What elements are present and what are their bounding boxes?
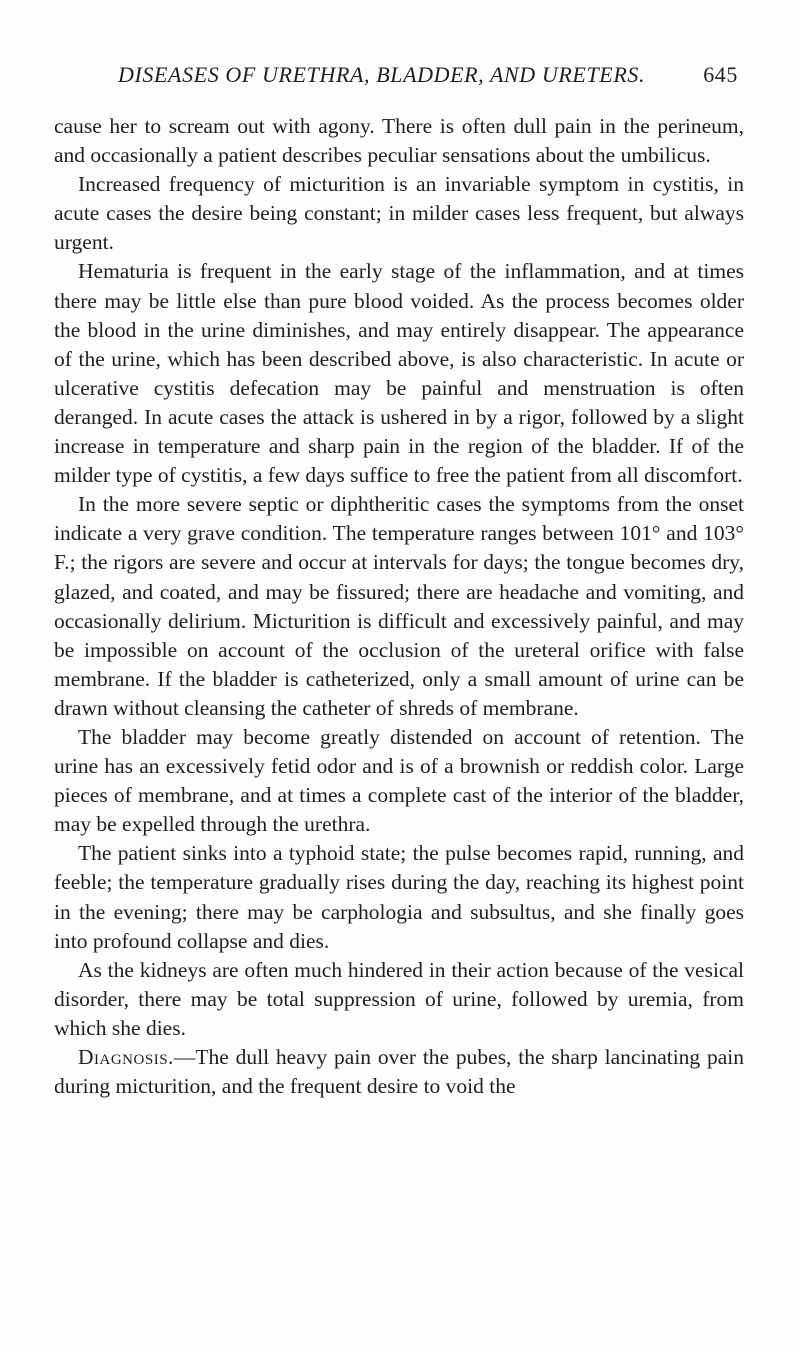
running-header [118, 62, 738, 94]
paragraph-kidneys: As the kidneys are often much hindered in their action because of the vesical disorder, there may be total suppression of urine, followed by uremia, from which she dies. [54, 957, 744, 1040]
body-text [54, 112, 744, 1101]
paragraph-diagnosis [54, 1043, 744, 1101]
paragraph-hematuria: Hematuria is frequent in the early stage of the inflammation, and at times there may be little else than pure blood voided. As the process becomes older the blood in the urine diminishes, and may entirely disappear. The appearance of the urine, which has been described above, is also characteristic. In acute or ulcerative cystitis defecation may be painful and menstruation is often deranged. In acute cases the attack is ushered in by a rigor, followed by a slight increase in temperature and sharp pain in the region of the bladder. If of the milder type of cystitis, a few days suffice to free the patient from all discomfort. [54, 259, 744, 488]
paragraph-typhoid-state: The patient sinks into a typhoid state; the pulse becomes rapid, running, and feeble; the temperature gradually rises during the day, reaching its highest point in the evening; there may be carphologia and subsultus, and she finally goes into profound collapse and dies. [54, 841, 744, 953]
page-number: 645 [703, 62, 738, 87]
diagnosis-heading: Diagnosis. [78, 1045, 174, 1069]
diagnosis-text: —The dull heavy pain over the pubes, the sharp lancinating pain during micturition, and the frequent desire to void the [54, 1045, 744, 1099]
running-title: DISEASES OF URETHRA, BLADDER, AND URETERS. [118, 62, 646, 87]
paragraph-retention: The bladder may become greatly distended on account of retention. The urine has an excessively fetid odor and is of a brownish or reddish color. Large pieces of membrane, and at times a complete cast of the interior of the bladder, may be expelled through the urethra. [54, 724, 744, 837]
paragraph-septic-cases: In the more severe septic or diphtheritic cases the symptoms from the onset indicate a very grave condition. The temperature ranges between 101° and 103° F.; the rigors are severe and occur at intervals for days; the tongue becomes dry, glazed, and coated, and may be fissured; there are headache and vomiting, and occasionally delirium. Micturition is difficult and excessively painful, and may be impossible on account of the occlusion of the ureteral orifice with false membrane. If the bladder is catheterized, only a small amount of urine can be drawn without cleansing the catheter of shreds of membrane. [54, 492, 744, 720]
paragraph-frequency: Increased frequency of micturition is an invariable symptom in cystitis, in acute cases the desire being constant; in milder cases less frequent, but always urgent. [54, 172, 744, 255]
paragraph-continuation: cause her to scream out with agony. There is often dull pain in the perineum, and occasionally a patient describes peculiar sensations about the umbilicus. [54, 114, 744, 168]
